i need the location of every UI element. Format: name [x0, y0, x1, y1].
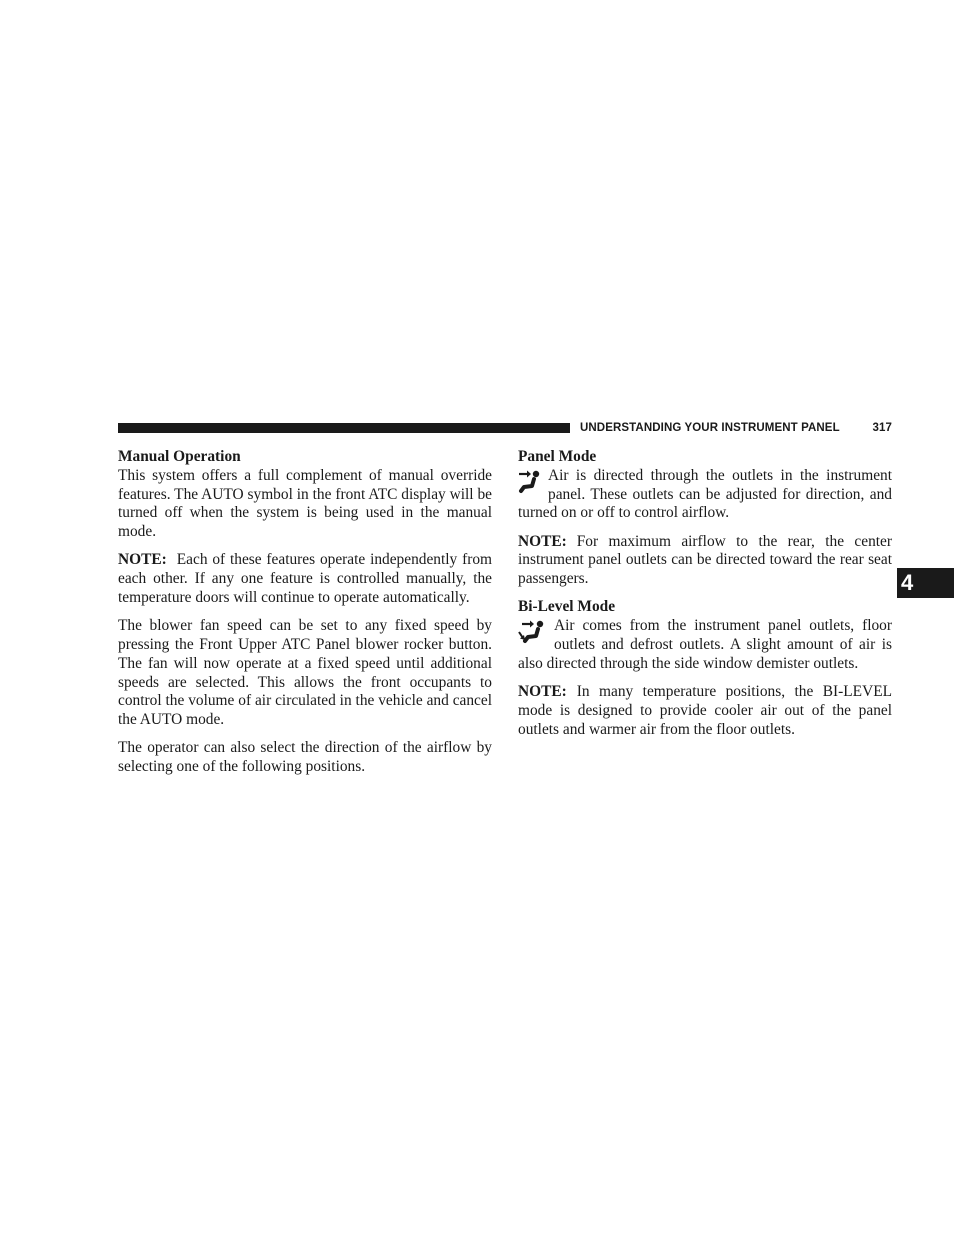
page-number: 317	[872, 422, 892, 434]
note-label: NOTE:	[518, 682, 567, 700]
airflow-direction-paragraph: The operator can also select the direction of the airflow by selecting one of the following positions.	[118, 739, 492, 776]
note-label: NOTE:	[518, 532, 567, 550]
note-text: For maximum airflow to the rear, the center instrument panel outlets can be directed toward the rear seat passengers.	[518, 532, 892, 588]
note-bi-level	[518, 683, 892, 739]
note-text: In many temperature positions, the BI-LEVEL mode is designed to provide cooler air out of the panel outlets and warmer air from the floor outlets.	[518, 682, 892, 738]
manual-operation-paragraph: This system offers a full complement of manual override features. The AUTO symbol in the front ATC display will be turned off when the system is being used in the manual mode.	[118, 466, 492, 541]
panel-mode-heading: Panel Mode	[518, 448, 597, 465]
panel-mode-icon	[518, 469, 542, 495]
bi-level-mode-heading: Bi-Level Mode	[518, 598, 616, 616]
section-title: UNDERSTANDING YOUR INSTRUMENT PANEL	[580, 422, 840, 434]
panel-mode-paragraph	[518, 467, 892, 523]
header-rule	[118, 423, 570, 433]
left-column	[118, 448, 492, 786]
note-independent-features	[118, 551, 492, 607]
running-header	[580, 420, 892, 436]
panel-mode-text: Air is directed through the outlets in the instrument panel. These outlets can be adjusted for direction, and turned on or off to control airflow.	[518, 466, 892, 522]
right-column	[518, 448, 892, 749]
bi-level-mode-icon	[518, 619, 548, 645]
manual-operation-heading: Manual Operation	[118, 448, 241, 465]
blower-fan-paragraph: The blower fan speed can be set to any fixed speed by pressing the Front Upper ATC Panel blower rocker button. The fan will now operate at a fixed speed until additional speeds are selected. This allows the front occupants to control the volume of air circulated in the vehicle and cancel the AUTO mode.	[118, 617, 492, 729]
note-text: Each of these features operate independently from each other. If any one feature is controlled manually, the temperature doors will continue to operate automatically.	[118, 551, 492, 606]
note-label: NOTE:	[118, 551, 167, 569]
note-max-airflow	[518, 533, 892, 589]
chapter-tab: 4	[897, 568, 954, 598]
bi-level-mode-paragraph	[518, 617, 892, 673]
bi-level-mode-text: Air comes from the instrument panel outlets, floor outlets and defrost outlets. A slight amount of air is also directed through the side window demister outlets.	[518, 617, 892, 672]
